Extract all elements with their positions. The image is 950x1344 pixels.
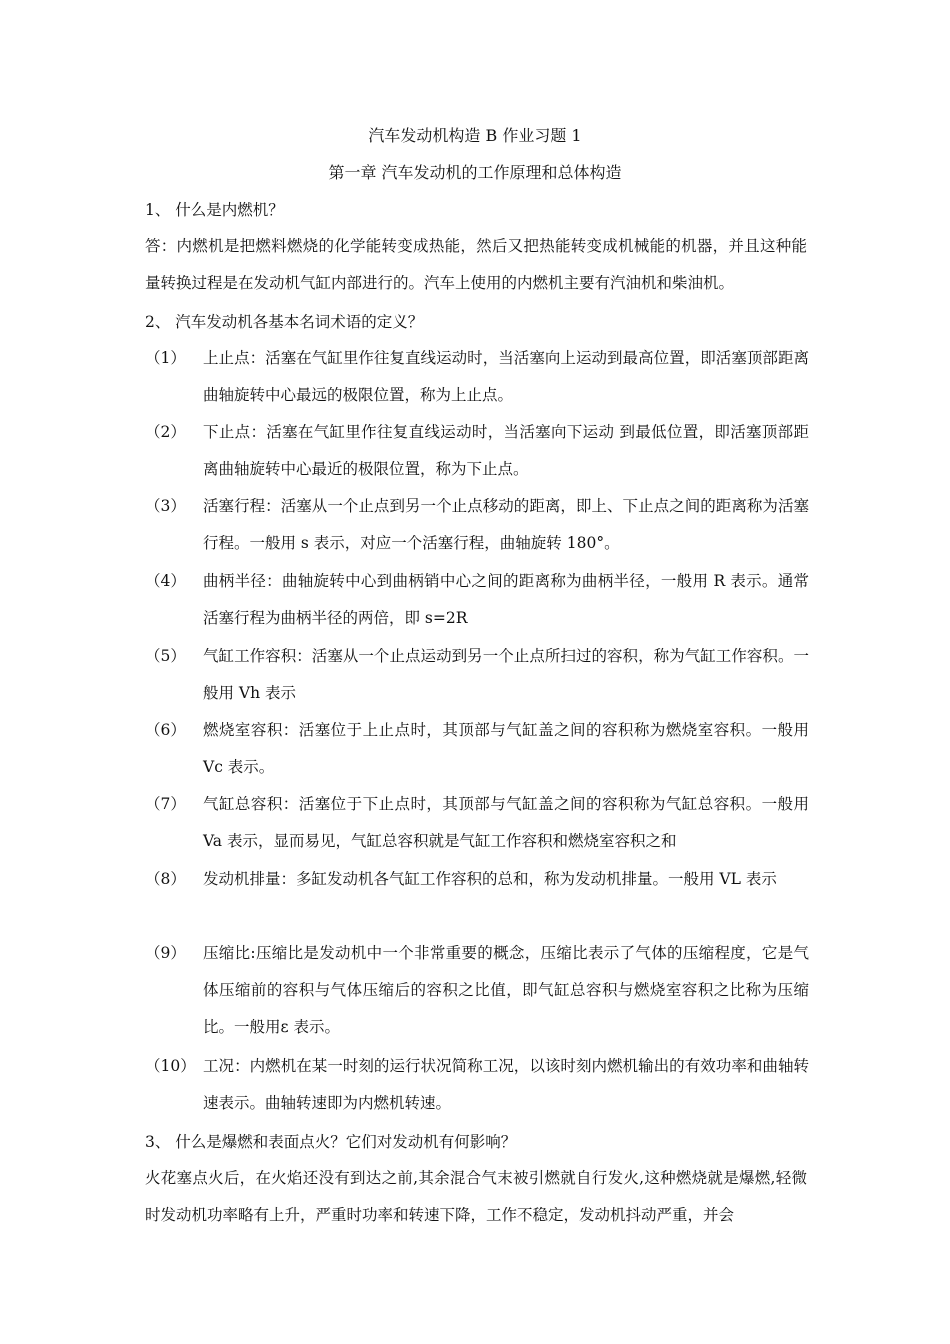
question-2: 2、 汽车发动机各基本名词术语的定义？	[145, 313, 424, 331]
item-number: （8）	[145, 870, 186, 888]
chapter-heading: 第一章 汽车发动机的工作原理和总体构造	[328, 163, 622, 182]
item-text: 曲柄半径：曲轴旋转中心到曲柄销中心之间的距离称为曲柄半径，一般用 R 表示。通常活塞行程为曲柄半径的两倍，即 s=2R	[203, 572, 809, 627]
item-text: 燃烧室容积：活塞位于上止点时，其顶部与气缸盖之间的容积称为燃烧室容积。一般用 Vc 表示。	[203, 721, 809, 776]
item-text: 压缩比:压缩比是发动机中一个非常重要的概念，压缩比表示了气体的压缩程度，它是气体压缩前的容积与气体压缩后的容积之比值，即气缸总容积与燃烧室容积之比称为压缩比。一般用ε 表示。	[203, 944, 809, 1036]
item-number: （9）	[145, 944, 186, 962]
item-number: （6）	[145, 721, 186, 739]
item-text: 工况：内燃机在某一时刻的运行状况简称工况，以该时刻内燃机输出的有效功率和曲轴转速表示。曲轴转速即为内燃机转速。	[203, 1057, 809, 1112]
item-number: （2）	[145, 423, 186, 441]
answer-1: 答：内燃机是把燃料燃烧的化学能转变成热能，然后又把热能转变成机械能的机器，并且这种能量转换过程是在发动机气缸内部进行的。汽车上使用的内燃机主要有汽油机和柴油机。	[145, 237, 807, 292]
item-number: （7）	[145, 795, 186, 813]
item-text: 下止点：活塞在气缸里作往复直线运动时，当活塞向下运动 到最低位置，即活塞顶部距离曲轴旋转中心最近的极限位置，称为下止点。	[203, 423, 809, 478]
item-number: （1）	[145, 349, 186, 367]
item-text: 发动机排量：多缸发动机各气缸工作容积的总和，称为发动机排量。一般用 VL 表示	[203, 870, 777, 888]
item-text: 气缸工作容积：活塞从一个止点运动到另一个止点所扫过的容积，称为气缸工作容积。一般用 Vh 表示	[203, 647, 809, 702]
question-3: 3、 什么是爆燃和表面点火？它们对发动机有何影响？	[145, 1133, 517, 1151]
item-number: （10）	[145, 1057, 196, 1075]
item-text: 活塞行程：活塞从一个止点到另一个止点移动的距离，即上、下止点之间的距离称为活塞行程。一般用 s 表示，对应一个活塞行程，曲轴旋转 180°。	[203, 497, 809, 552]
item-number: （4）	[145, 572, 186, 590]
answer-3: 火花塞点火后，在火焰还没有到达之前,其余混合气末被引燃就自行发火,这种燃烧就是爆燃,轻微时发动机功率略有上升，严重时功率和转速下降，工作不稳定，发动机抖动严重，并会	[145, 1169, 807, 1224]
question-1: 1、 什么是内燃机？	[145, 201, 284, 219]
item-text: 气缸总容积：活塞位于下止点时，其顶部与气缸盖之间的容积称为气缸总容积。一般用 Va 表示，显而易见，气缸总容积就是气缸工作容积和燃烧室容积之和	[203, 795, 809, 850]
document-title: 汽车发动机构造 B 作业习题 1	[368, 126, 582, 145]
item-number: （3）	[145, 497, 186, 515]
item-text: 上止点：活塞在气缸里作往复直线运动时，当活塞向上运动到最高位置，即活塞顶部距离曲轴旋转中心最远的极限位置，称为上止点。	[203, 349, 809, 404]
item-number: （5）	[145, 647, 186, 665]
